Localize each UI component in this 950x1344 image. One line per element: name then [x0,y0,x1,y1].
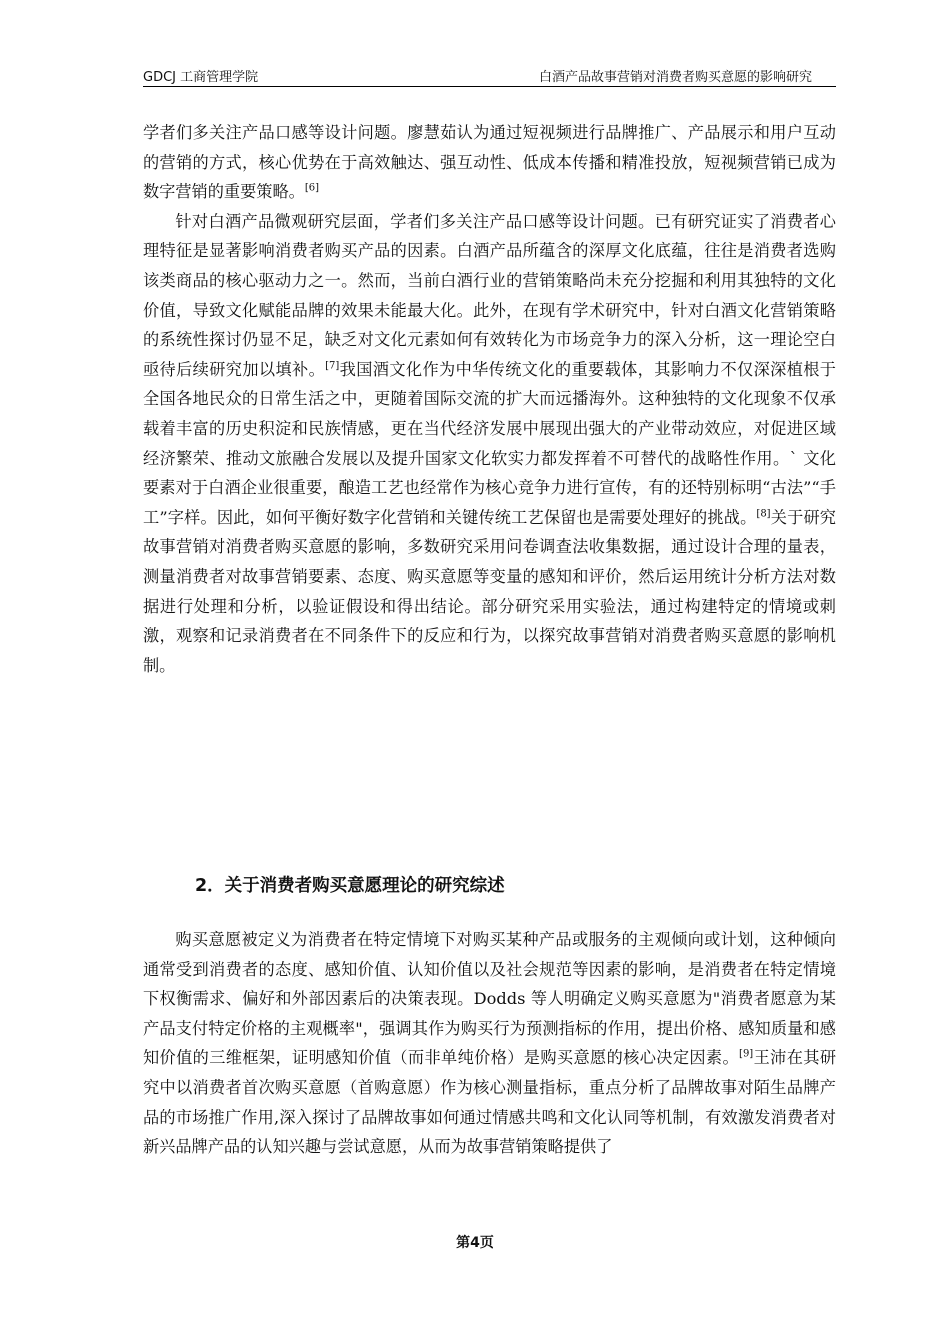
body-section-2 [143,925,836,1162]
citation-7: [7] [325,360,340,372]
paragraph-2-text-a: 针对白酒产品微观研究层面，学者们多关注产品口感等设计问题。已有研究证实了消费者心理特征是显著影响消费者购买产品的因素。白酒产品所蕴含的深厚文化底蕴，往往是消费者选购该类商品的核心驱动力之一。然而，当前白酒行业的营销策略尚未充分挖掘和利用其独特的文化价值，导致文化赋能品牌的效果未能最大化。此外，在现有学术研究中，针对白酒文化营销策略的系统性探讨仍显不足，缺乏对文化元素如何有效转化为市场竞争力的深入分析，这一理论空白亟待后续研究加以填补。 [143,211,836,379]
running-header [143,66,836,87]
paragraph-3-text-b: 王沛在其研究中以消费者首次购买意愿（首购意愿）作为核心测量指标，重点分析了品牌故事对陌生品牌产品的市场推广作用,深入探讨了品牌故事如何通过情感共鸣和文化认同等机制，有效激发消费者对新兴品牌产品的认知兴趣与尝试意愿，从而为故事营销策略提供了 [143,1048,837,1157]
paragraph-3-text-a: 购买意愿被定义为消费者在特定情境下对购买某种产品或服务的主观倾向或计划，这种倾向通常受到消费者的态度、感知价值、认知价值以及社会规范等因素的影响，是消费者在特定情境下权衡需求、偏好和外部因素后的决策表现。Dodds 等人明确定义购买意愿为"消费者愿意为某产品支付特定价格的主观概率"，强调其作为购买行为预测指标的作用，提出价格、感知质量和感知价值的三维框架，证明感知价值（而非单纯价格）是购买意愿的核心决定因素。 [143,930,836,1068]
citation-9: [9] [739,1048,754,1060]
paragraph-3 [143,925,836,1162]
section-heading: 2．关于消费者购买意愿理论的研究综述 [195,876,505,896]
citation-8: [8] [756,508,771,520]
paragraph-1 [143,118,836,207]
header-title: 白酒产品故事营销对消费者购买意愿的影响研究 [538,70,812,85]
citation-6: [6] [304,182,320,194]
paragraph-1-text: 学者们多关注产品口感等设计问题。廖慧茹认为通过短视频进行品牌推广、产品展示和用户互动的营销的方式，核心优势在于高效触达、强互动性、低成本传播和精准投放，短视频营销已成为数字营销的重要策略。 [143,123,836,202]
body-section-1 [143,118,836,680]
paragraph-2-text-c: 关于研究故事营销对消费者购买意愿的影响，多数研究采用问卷调查法收集数据，通过设计合理的量表，测量消费者对故事营销要素、态度、购买意愿等变量的感知和评价，然后运用统计分析方法对数据进行处理和分析，以验证假设和得出结论。部分研究采用实验法，通过构建特定的情境或刺激，观察和记录消费者在不同条件下的反应和行为，以探究故事营销对消费者购买意愿的影响机制。 [143,507,836,675]
header-institution: GDCJ 工商管理学院 [143,70,259,85]
paragraph-2-text-b: 我国酒文化作为中华传统文化的重要载体，其影响力不仅深深植根于全国各地民众的日常生活之中，更随着国际交流的扩大而远播海外。这种独特的文化现象不仅承载着丰富的历史积淀和民族情感，更在当代经济发展中展现出强大的产业带动效应，对促进区域经济繁荣、推动文旅融合发展以及提升国家文化软实力都发挥着不可替代的战略性作用。` 文化要素对于白酒企业很重要，酿造工艺也经常作为核心竞争力进行宣传，有的还特别标明“古法”“手工”字样。因此，如何平衡好数字化营销和关键传统工艺保留也是需要处理好的挑战。 [143,359,836,527]
page-number: 第4页 [456,1235,494,1251]
paragraph-2 [143,207,836,681]
